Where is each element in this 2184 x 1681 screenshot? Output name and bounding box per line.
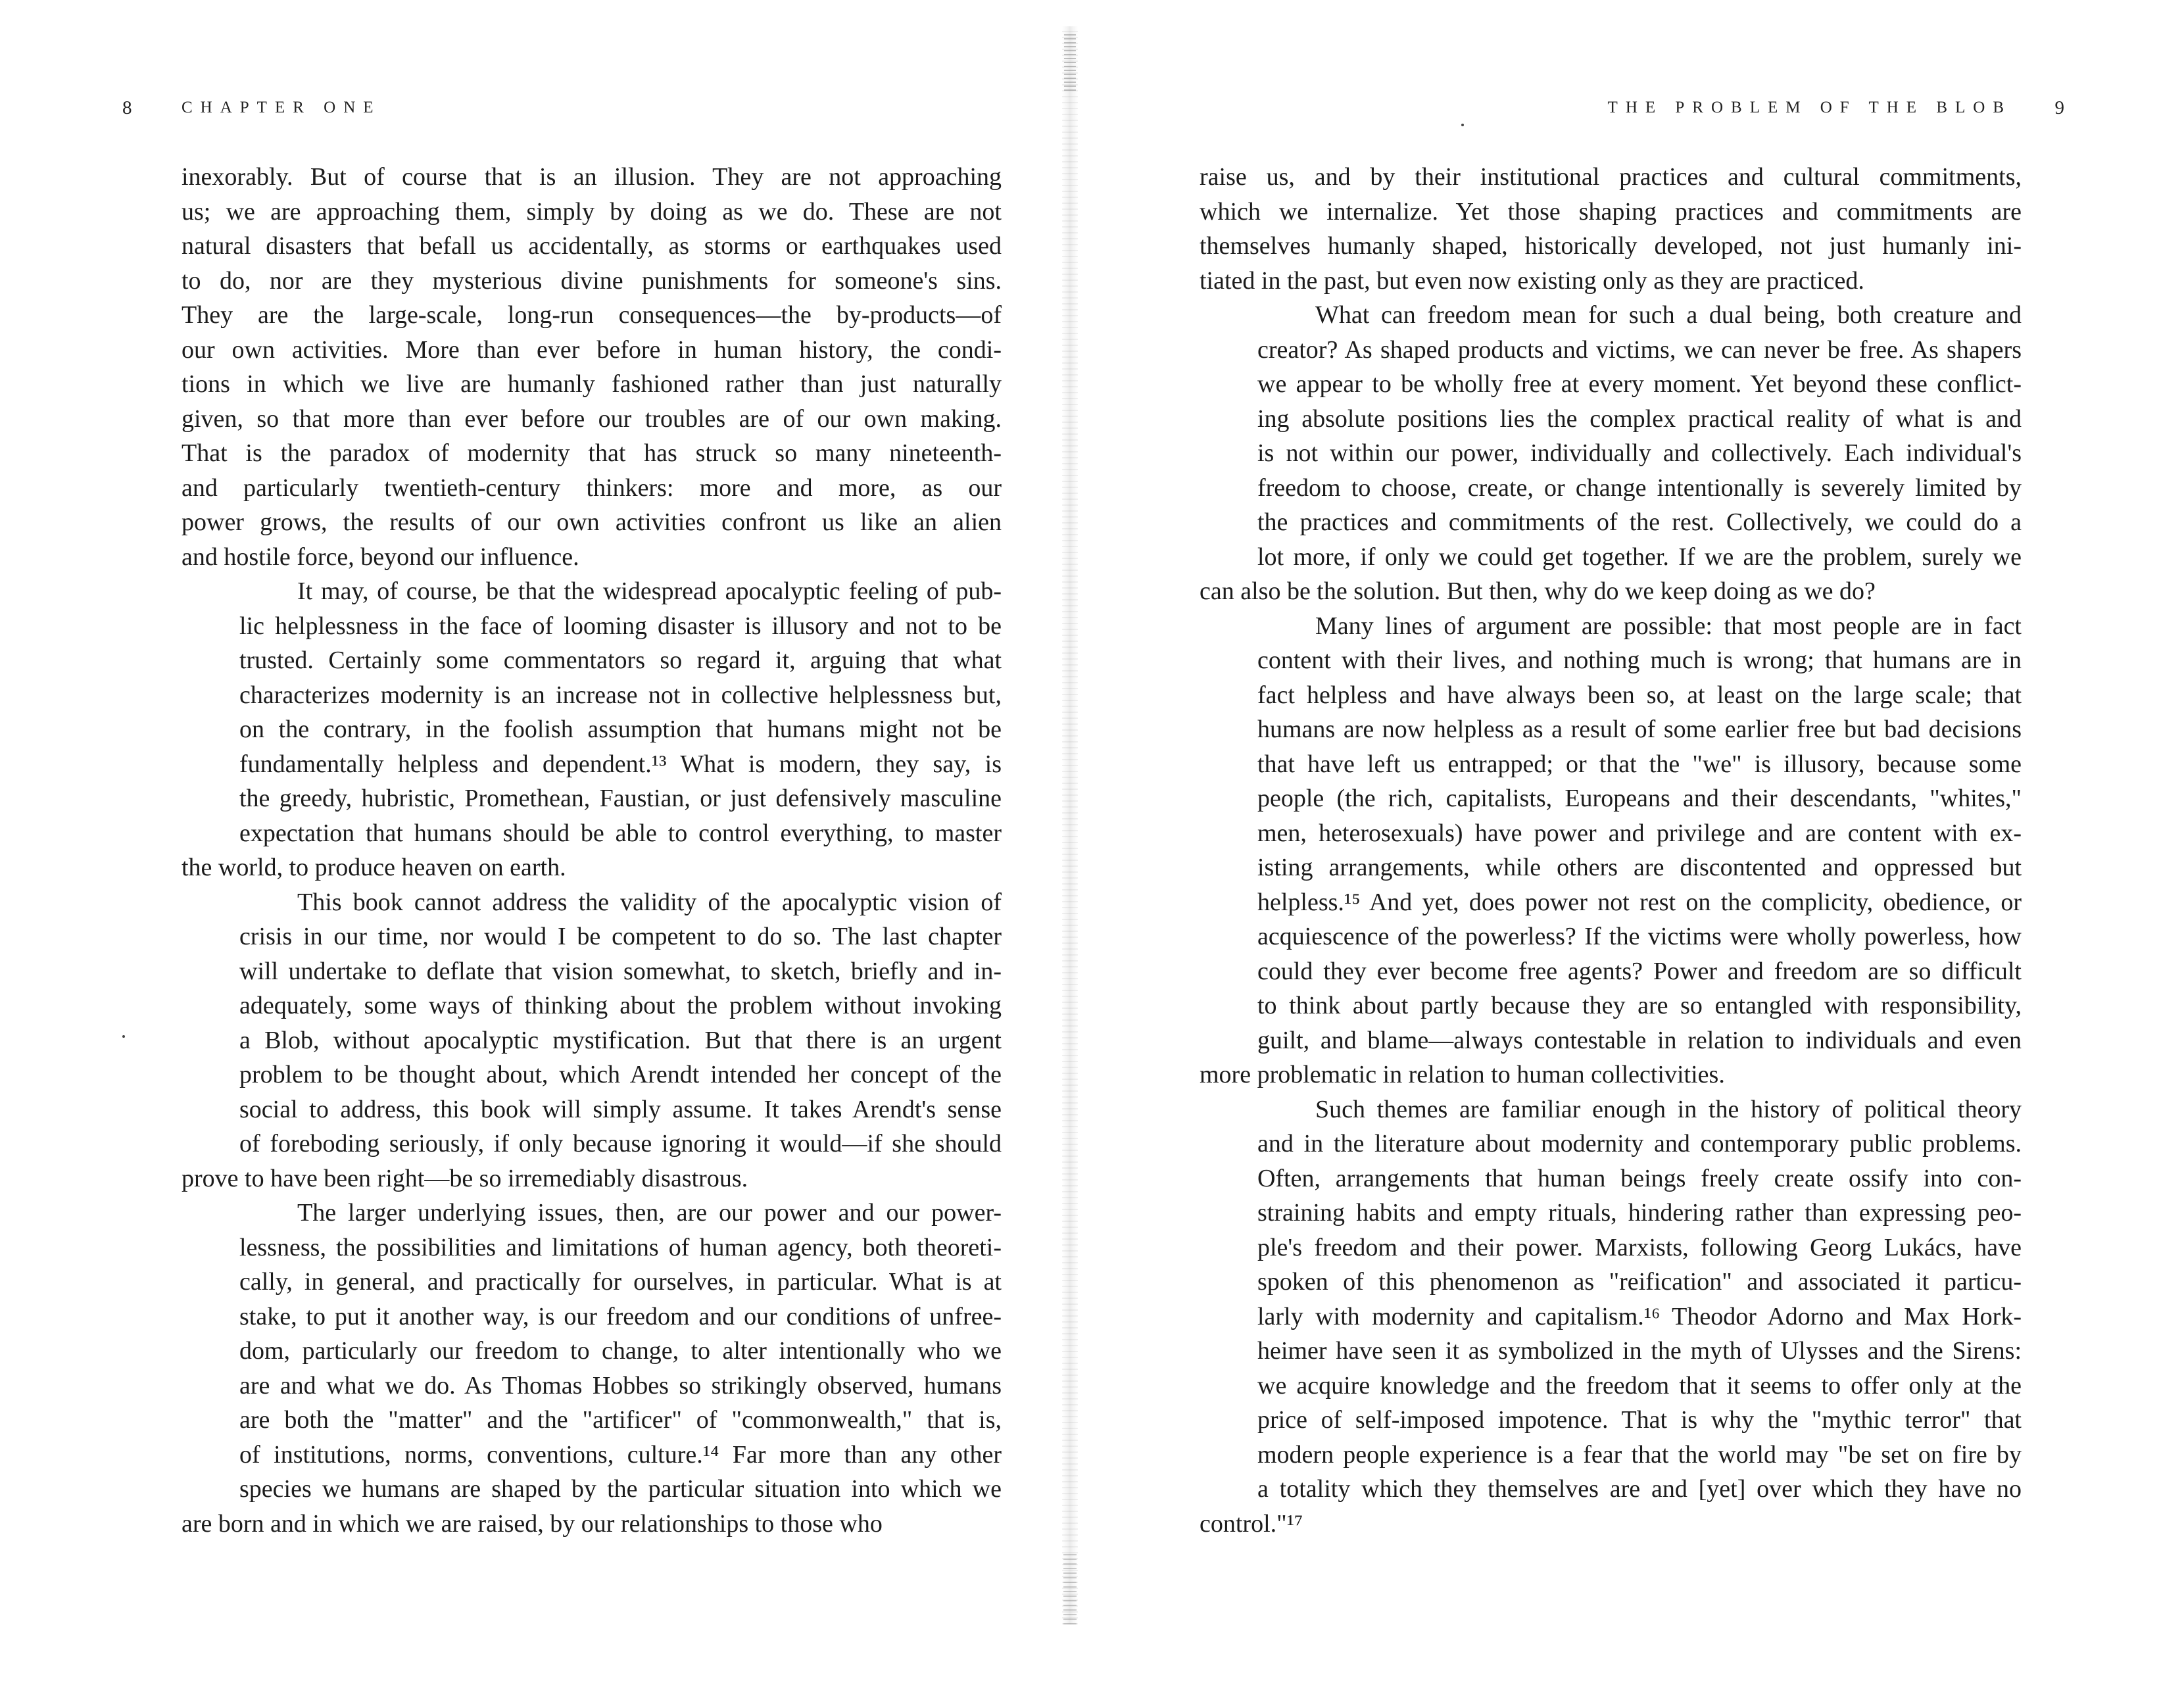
text-line: ing absolute positions lies the complex practical reality of what is and (1257, 404, 2022, 433)
text-line: tiated in the past, but even now existing only as they are practiced. (1200, 266, 1864, 295)
text-line: content with their lives, and nothing much is wrong; that humans are in (1257, 646, 2022, 674)
text-line: more problematic in relation to human collectivities. (1200, 1061, 1725, 1088)
text-line: are both the "matter" and the "artificer" of "commonwealth," that is, (239, 1406, 1002, 1434)
left-paragraph (182, 160, 1002, 574)
text-line: control."¹⁷ (1200, 1509, 1303, 1538)
text-line: cally, in general, and practically for ourselves, in particular. What is at (239, 1268, 1002, 1296)
text-line: lessness, the possibilities and limitations of human agency, both theoreti- (239, 1233, 1002, 1261)
text-line: dom, particularly our freedom to change, to alter intentionally who we (239, 1337, 1002, 1365)
text-line: to do, nor are they mysterious divine punishments for someone's sins. (182, 266, 1002, 295)
text-line: Often, arrangements that human beings freely create ossify into con- (1257, 1164, 2022, 1192)
text-line: straining habits and empty rituals, hindering rather than expressing peo- (1257, 1199, 2022, 1227)
text-line: What can freedom mean for such a dual being, both creature and (1315, 301, 2022, 329)
left-paragraph (182, 885, 1002, 1196)
text-line: we appear to be wholly free at every moment. Yet beyond these conflict- (1257, 370, 2022, 398)
text-line: a Blob, without apocalyptic mystification. But that there is an urgent (239, 1026, 1002, 1054)
text-line: can also be the solution. But then, why do we keep doing as we do? (1200, 577, 1876, 605)
text-line: It may, of course, be that the widespread apocalyptic feeling of pub- (297, 577, 1002, 605)
text-line: ple's freedom and their power. Marxists, following Georg Lukács, have (1257, 1233, 2022, 1261)
text-line: modern people experience is a fear that the world may "be set on fire by (1257, 1440, 2022, 1469)
right-paragraph (1200, 298, 2022, 609)
text-line: They are the large-scale, long-run consequences—the by-products—of (182, 301, 1002, 329)
text-line: on the contrary, in the foolish assumption that humans might not be (239, 716, 1002, 743)
text-line: people (the rich, capitalists, Europeans and their descendants, "whites," (1257, 785, 2022, 812)
text-line: are born and in which we are raised, by our relationships to those who (182, 1509, 883, 1538)
text-line: problem to be thought about, which Arendt intended her concept of the (239, 1061, 1002, 1088)
text-line: to think about partly because they are so entangled with responsibility, (1257, 992, 2022, 1019)
text-line: power grows, the results of our own activities confront us like an alien (182, 508, 1002, 536)
text-line: the world, to produce heaven on earth. (182, 854, 566, 881)
text-line: natural disasters that befall us accidentally, as storms or earthquakes used (182, 232, 1002, 260)
text-line: Many lines of argument are possible: that most people are in fact (1315, 612, 2022, 640)
text-line: and hostile force, beyond our influence. (182, 543, 579, 571)
left-running-head: CHAPTER ONE (182, 99, 381, 116)
text-line: will undertake to deflate that vision somewhat, to sketch, briefly and in- (239, 957, 1002, 985)
text-line: That is the paradox of modernity that has struck so many nineteenth- (182, 439, 1002, 467)
text-line: crisis in our time, nor would I be competent to do so. The last chapter (239, 923, 1002, 950)
text-line: price of self-imposed impotence. That is why the "mythic terror" that (1257, 1406, 2022, 1434)
text-line: is not within our power, individually and collectively. Each individual's (1257, 439, 2022, 467)
text-line: the practices and commitments of the rest. Collectively, we could do a (1257, 508, 2022, 536)
text-line: isting arrangements, while others are discontented and oppressed but (1257, 854, 2022, 881)
text-line: species we humans are shaped by the particular situation into which we (239, 1475, 1002, 1503)
text-line: stake, to put it another way, is our freedom and our conditions of unfree- (239, 1302, 1002, 1330)
text-line: heimer have seen it as symbolized in the myth of Ulysses and the Sirens: (1257, 1337, 2022, 1365)
text-line: given, so that more than ever before our troubles are of our own making. (182, 404, 1002, 433)
text-line: men, heterosexuals) have power and privilege and are content with ex- (1257, 819, 2022, 847)
text-line: expectation that humans should be able to control everything, to master (239, 819, 1002, 847)
right-page-number: 9 (2054, 97, 2064, 118)
text-line: fundamentally helpless and dependent.¹³ What is modern, they say, is (239, 750, 1002, 778)
text-line: tions in which we live are humanly fashioned rather than just naturally (182, 370, 1002, 398)
text-line: could they ever become free agents? Power and freedom are so difficult (1257, 957, 2022, 985)
text-line: freedom to choose, create, or change intentionally is severely limited by (1257, 474, 2022, 502)
right-paragraph (1200, 1092, 2022, 1542)
text-line: This book cannot address the validity of the apocalyptic vision of (297, 888, 1002, 916)
scan-speck (122, 1035, 125, 1038)
text-line: a totality which they themselves are and [yet] over which they have no (1257, 1475, 2022, 1503)
text-line: trusted. Certainly some commentators so regard it, arguing that what (239, 646, 1002, 674)
book-gutter (1062, 26, 1078, 1624)
text-line: lic helplessness in the face of looming disaster is illusory and not to be (239, 612, 1002, 640)
left-page-number: 8 (122, 97, 132, 118)
text-line: prove to have been right—be so irremediably disastrous. (182, 1164, 748, 1192)
left-page-body (182, 160, 1002, 1541)
gutter-scan-noise-top (1064, 32, 1076, 91)
text-line: lot more, if only we could get together. If we are the problem, surely we (1257, 543, 2022, 571)
text-line: adequately, some ways of thinking about the problem without invoking (239, 992, 1002, 1019)
text-line: spoken of this phenomenon as "reification" and associated it particu- (1257, 1268, 2022, 1296)
text-line: raise us, and by their institutional practices and cultural commitments, (1200, 163, 2022, 191)
text-line: that have left us entrapped; or that the "we" is illusory, because some (1257, 750, 2022, 778)
text-line: social to address, this book will simply assume. It takes Arendt's sense (239, 1095, 1002, 1123)
gutter-scan-noise-bottom (1063, 1552, 1077, 1624)
scan-speck (1461, 124, 1464, 126)
text-line: of institutions, norms, conventions, culture.¹⁴ Far more than any other (239, 1440, 1002, 1469)
text-line: characterizes modernity is an increase not in collective helplessness but, (239, 681, 1002, 709)
text-line: which we internalize. Yet those shaping practices and commitments are (1200, 197, 2022, 226)
left-paragraph (182, 1196, 1002, 1541)
text-line: larly with modernity and capitalism.¹⁶ Theodor Adorno and Max Hork- (1257, 1302, 2022, 1330)
text-line: creator? As shaped products and victims, we can never be free. As shapers (1257, 335, 2022, 364)
text-line: and particularly twentieth-century thinkers: more and more, as our (182, 474, 1002, 502)
text-line: of foreboding seriously, if only because ignoring it would—if she should (239, 1130, 1002, 1157)
text-line: helpless.¹⁵ And yet, does power not rest on the complicity, obedience, or (1257, 888, 2022, 916)
text-line: are and what we do. As Thomas Hobbes so strikingly observed, humans (239, 1371, 1002, 1400)
text-line: fact helpless and have always been so, at least on the large scale; that (1257, 681, 2022, 709)
text-line: inexorably. But of course that is an illusion. They are not approaching (182, 163, 1002, 191)
text-line: The larger underlying issues, then, are our power and our power- (297, 1199, 1002, 1227)
text-line: our own activities. More than ever before in human history, the condi- (182, 335, 1002, 364)
text-line: themselves humanly shaped, historically developed, not just humanly ini- (1200, 232, 2022, 260)
text-line: humans are now helpless as a result of some earlier free but bad decisions (1257, 716, 2022, 743)
text-line: we acquire knowledge and the freedom that it seems to offer only at the (1257, 1371, 2022, 1400)
right-running-head: THE PROBLEM OF THE BLOB (1607, 99, 2012, 116)
text-line: Such themes are familiar enough in the history of political theory (1315, 1095, 2022, 1123)
right-paragraph (1200, 160, 2022, 298)
right-paragraph (1200, 609, 2022, 1092)
text-line: us; we are approaching them, simply by doing as we do. These are not (182, 197, 1002, 226)
text-line: and in the literature about modernity and contemporary public problems. (1257, 1130, 2022, 1157)
text-line: the greedy, hubristic, Promethean, Faustian, or just defensively masculine (239, 785, 1002, 812)
text-line: acquiescence of the powerless? If the victims were wholly powerless, how (1257, 923, 2022, 950)
text-line: guilt, and blame—always contestable in relation to individuals and even (1257, 1026, 2022, 1054)
right-page-body (1200, 160, 2022, 1541)
left-paragraph (182, 574, 1002, 885)
